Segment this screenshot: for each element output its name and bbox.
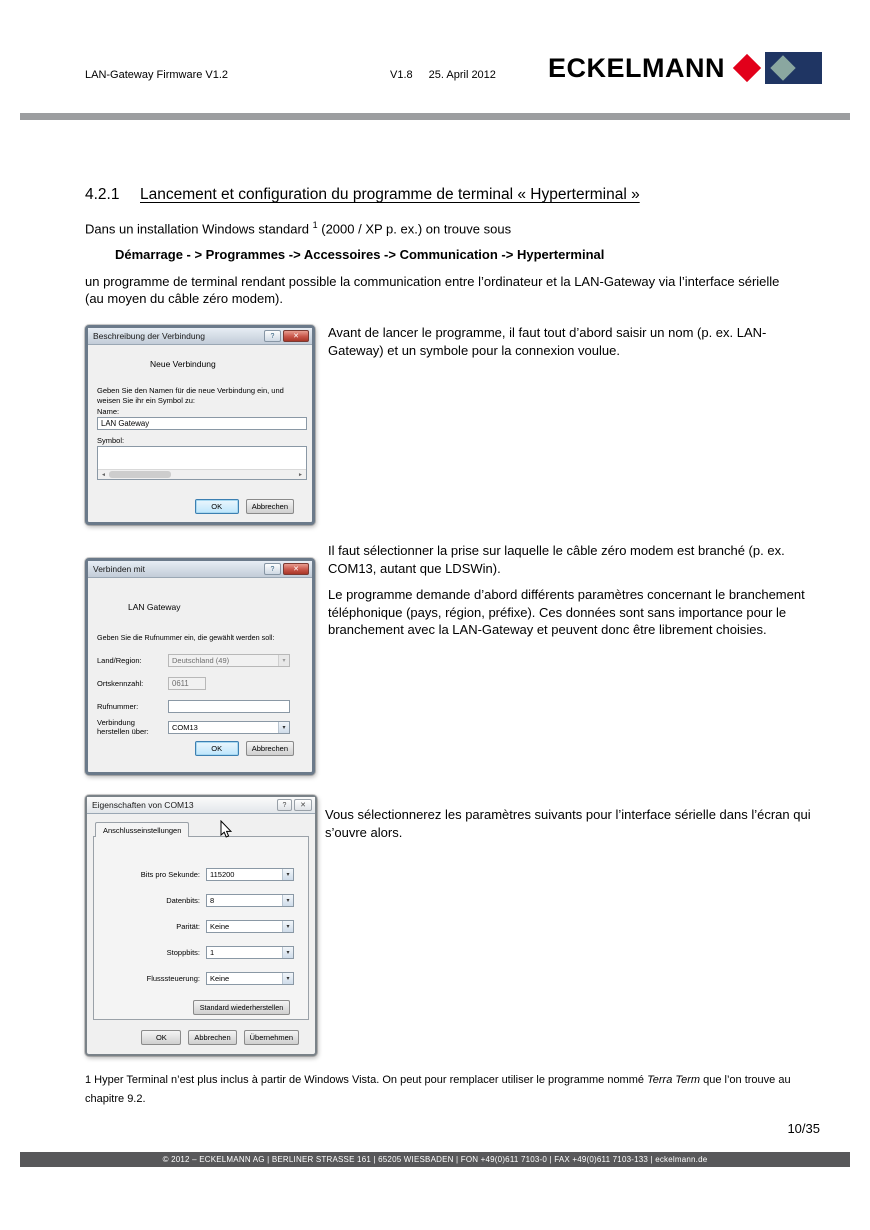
name-input[interactable]	[97, 417, 307, 430]
dialog2-window-controls	[264, 563, 309, 575]
help-icon[interactable]: ?	[264, 330, 281, 342]
country-region-select[interactable]	[168, 654, 290, 667]
dropdown-arrow-icon: ▾	[282, 973, 293, 984]
symbol-label: Symbol:	[97, 436, 125, 445]
country-region-row	[97, 654, 290, 667]
apply-button[interactable]: Übernehmen	[244, 1030, 299, 1045]
help-icon[interactable]: ?	[277, 799, 292, 811]
cancel-button[interactable]: Abbrechen	[246, 499, 294, 514]
teal-diamond-icon	[770, 55, 795, 80]
red-diamond-icon	[733, 54, 761, 82]
header-version-block	[390, 69, 496, 81]
intro-paragraph-2: un programme de terminal rendant possible la communication entre l’ordinateur et la LAN-Gateway via l’interface sérielle (au moyen du câble zéro modem).	[85, 274, 780, 307]
caption-dialog2	[328, 542, 833, 639]
footnote-ref: 1	[85, 1074, 92, 1086]
data-bits-label: Datenbits:	[166, 895, 200, 905]
dialog2-buttons	[195, 741, 294, 756]
area-code-value: 0611	[172, 679, 189, 688]
dialog2-body	[88, 578, 312, 772]
bits-per-second-label: Bits pro Sekunde:	[140, 869, 200, 879]
country-region-label: Land/Region:	[97, 656, 142, 665]
phone-number-input[interactable]	[168, 700, 290, 713]
dialog3-tabpage	[93, 836, 309, 1020]
dialog3-body	[87, 814, 315, 1054]
country-region-value: Deutschland (49)	[172, 656, 230, 665]
parity-value: Keine	[210, 921, 230, 931]
caption-dialog2-p1: Il faut sélectionner la prise sur laquelle le câble zéro modem est branché (p. ex. COM13, autant que LDSWin).	[328, 543, 785, 576]
caption-dialog1: Avant de lancer le programme, il faut tout d’abord saisir un nom (p. ex. LAN-Gateway) et un symbole pour la connexion voulue.	[328, 325, 767, 358]
connect-using-select[interactable]	[168, 721, 290, 734]
connect-using-label: Verbindung herstellen über:	[97, 718, 149, 736]
mouse-cursor-icon	[220, 820, 232, 839]
name-input-value: LAN Gateway	[101, 419, 150, 428]
tab-port-settings[interactable]: Anschlusseinstellungen	[95, 822, 189, 837]
symbol-list-scrollbar[interactable]	[98, 469, 306, 479]
restore-defaults-button[interactable]: Standard wiederherstellen	[193, 1000, 290, 1015]
screenshot-dialog-connection-description	[85, 325, 315, 525]
area-code-label: Ortskennzahl:	[97, 679, 144, 688]
footnote-italic: Terra Term	[647, 1074, 701, 1086]
dialog1-body	[88, 345, 312, 522]
page-number: 10/35	[787, 1121, 820, 1136]
close-icon[interactable]: ✕	[283, 563, 309, 575]
dialog2-title: Verbinden mit	[93, 564, 145, 574]
connect-using-value: COM13	[172, 722, 198, 732]
menu-path: Démarrage - > Programmes -> Accessoires -> Communication -> Hyperterminal	[115, 247, 605, 262]
dialog3-buttons	[141, 1030, 299, 1045]
flow-control-select[interactable]	[206, 972, 294, 985]
stop-bits-value: 1	[210, 947, 215, 957]
scroll-right-icon[interactable]: ►	[298, 471, 303, 478]
parity-select[interactable]	[206, 920, 294, 933]
caption-dialog3: Vous sélectionnerez les paramètres suivants pour l’interface sérielle dans l’écran qui s’ouvre alors.	[325, 807, 811, 840]
phone-number-row	[97, 700, 290, 713]
cancel-button[interactable]: Abbrechen	[246, 741, 294, 756]
stop-bits-row	[100, 945, 298, 959]
logo-navy-box	[765, 52, 822, 84]
data-bits-select[interactable]	[206, 894, 294, 907]
close-icon[interactable]: ✕	[283, 330, 309, 342]
bits-per-second-value: 115200	[210, 869, 235, 879]
header-doc-title: LAN-Gateway Firmware V1.2	[85, 69, 229, 81]
logo-wordmark: ECKELMANN	[548, 52, 725, 83]
footnote-text-1: Hyper Terminal n’est plus inclus à partir de Windows Vista. On peut pour remplacer utiliser le programme nommé	[91, 1074, 648, 1086]
dialog1-window-controls	[264, 330, 309, 342]
parity-row	[100, 919, 298, 933]
section-number: 4.2.1	[85, 186, 120, 203]
dialog3-title: Eigenschaften von COM13	[92, 800, 194, 810]
dropdown-arrow-icon: ▾	[278, 655, 289, 666]
header-version: V1.8	[390, 69, 413, 81]
screenshot-dialog-com13-properties	[85, 795, 317, 1056]
dialog1-title: Beschreibung der Verbindung	[93, 331, 205, 341]
symbol-listbox[interactable]	[97, 446, 307, 480]
cancel-button[interactable]: Abbrechen	[188, 1030, 236, 1045]
logo-mark-icon	[734, 52, 822, 84]
flow-control-value: Keine	[210, 973, 230, 983]
new-connection-label: Neue Verbindung	[150, 359, 216, 369]
intro-paragraph	[85, 220, 805, 236]
footer-bar	[20, 1152, 850, 1167]
dialog3-window-controls	[277, 799, 312, 811]
ok-button[interactable]: OK	[195, 741, 239, 756]
dropdown-arrow-icon: ▾	[282, 921, 293, 932]
dialog2-instruction: Geben Sie die Rufnummer ein, die gewählt werden soll:	[97, 633, 275, 642]
dialog3-titlebar[interactable]	[87, 797, 315, 814]
connect-using-row	[97, 718, 290, 736]
dialog1-titlebar[interactable]	[88, 328, 312, 345]
scroll-left-icon[interactable]: ◄	[101, 471, 106, 478]
intro-text-1: Dans un installation Windows standard	[85, 221, 313, 237]
eckelmann-logo	[548, 52, 822, 84]
stop-bits-label: Stoppbits:	[166, 947, 200, 957]
dialog1-instruction: Geben Sie den Namen für die neue Verbindung ein, und weisen Sie ihr ein Symbol zu:	[97, 386, 284, 405]
area-code-row	[97, 677, 290, 690]
close-icon[interactable]: ✕	[294, 799, 312, 811]
connection-name-label: LAN Gateway	[128, 602, 181, 612]
header-date: 25. April 2012	[428, 69, 496, 81]
flow-control-row	[100, 971, 298, 985]
footer-text: © 2012 – ECKELMANN AG | BERLINER STRASSE 161 | 65205 WIESBADEN | FON +49(0)611 7103-0 | FAX +49(0)611 7103-133 | eckelmann.de	[162, 1155, 708, 1164]
dropdown-arrow-icon: ▾	[282, 869, 293, 880]
section-heading	[85, 186, 640, 204]
help-icon[interactable]: ?	[264, 563, 281, 575]
dropdown-arrow-icon: ▾	[282, 895, 293, 906]
ok-button[interactable]: OK	[141, 1030, 181, 1045]
caption-dialog2-p2: Le programme demande d’abord différents paramètres concernant le branchement téléphonique (pays, région, préfixe). Ces données sont sans importance pour le branchement avec la LAN-Gateway et peuvent donc être librement choisies.	[328, 587, 805, 638]
ok-button[interactable]: OK	[195, 499, 239, 514]
bits-per-second-row	[100, 867, 298, 881]
stop-bits-select[interactable]	[206, 946, 294, 959]
phone-number-label: Rufnummer:	[97, 702, 139, 711]
dropdown-arrow-icon: ▾	[278, 722, 289, 733]
header-rule	[20, 113, 850, 120]
area-code-input[interactable]	[168, 677, 206, 690]
data-bits-value: 8	[210, 895, 215, 905]
data-bits-row	[100, 893, 298, 907]
footnote-text-2: que l’on trouve au chapitre 9.2.	[85, 1074, 791, 1106]
parity-label: Parität:	[176, 921, 200, 931]
name-label: Name:	[97, 407, 120, 416]
section-title: Lancement et configuration du programme de terminal « Hyperterminal »	[140, 186, 640, 203]
footnote-ref-marker: 1	[312, 220, 318, 230]
scrollbar-thumb[interactable]	[109, 471, 171, 478]
footnote	[85, 1071, 813, 1110]
screenshot-dialog-connect-to	[85, 558, 315, 775]
dialog2-titlebar[interactable]	[88, 561, 312, 578]
dropdown-arrow-icon: ▾	[282, 947, 293, 958]
bits-per-second-select[interactable]	[206, 868, 294, 881]
flow-control-label: Flusssteuerung:	[146, 973, 200, 983]
intro-text-2: (2000 / XP p. ex.) on trouve sous	[317, 221, 512, 237]
dialog1-buttons	[195, 499, 294, 514]
